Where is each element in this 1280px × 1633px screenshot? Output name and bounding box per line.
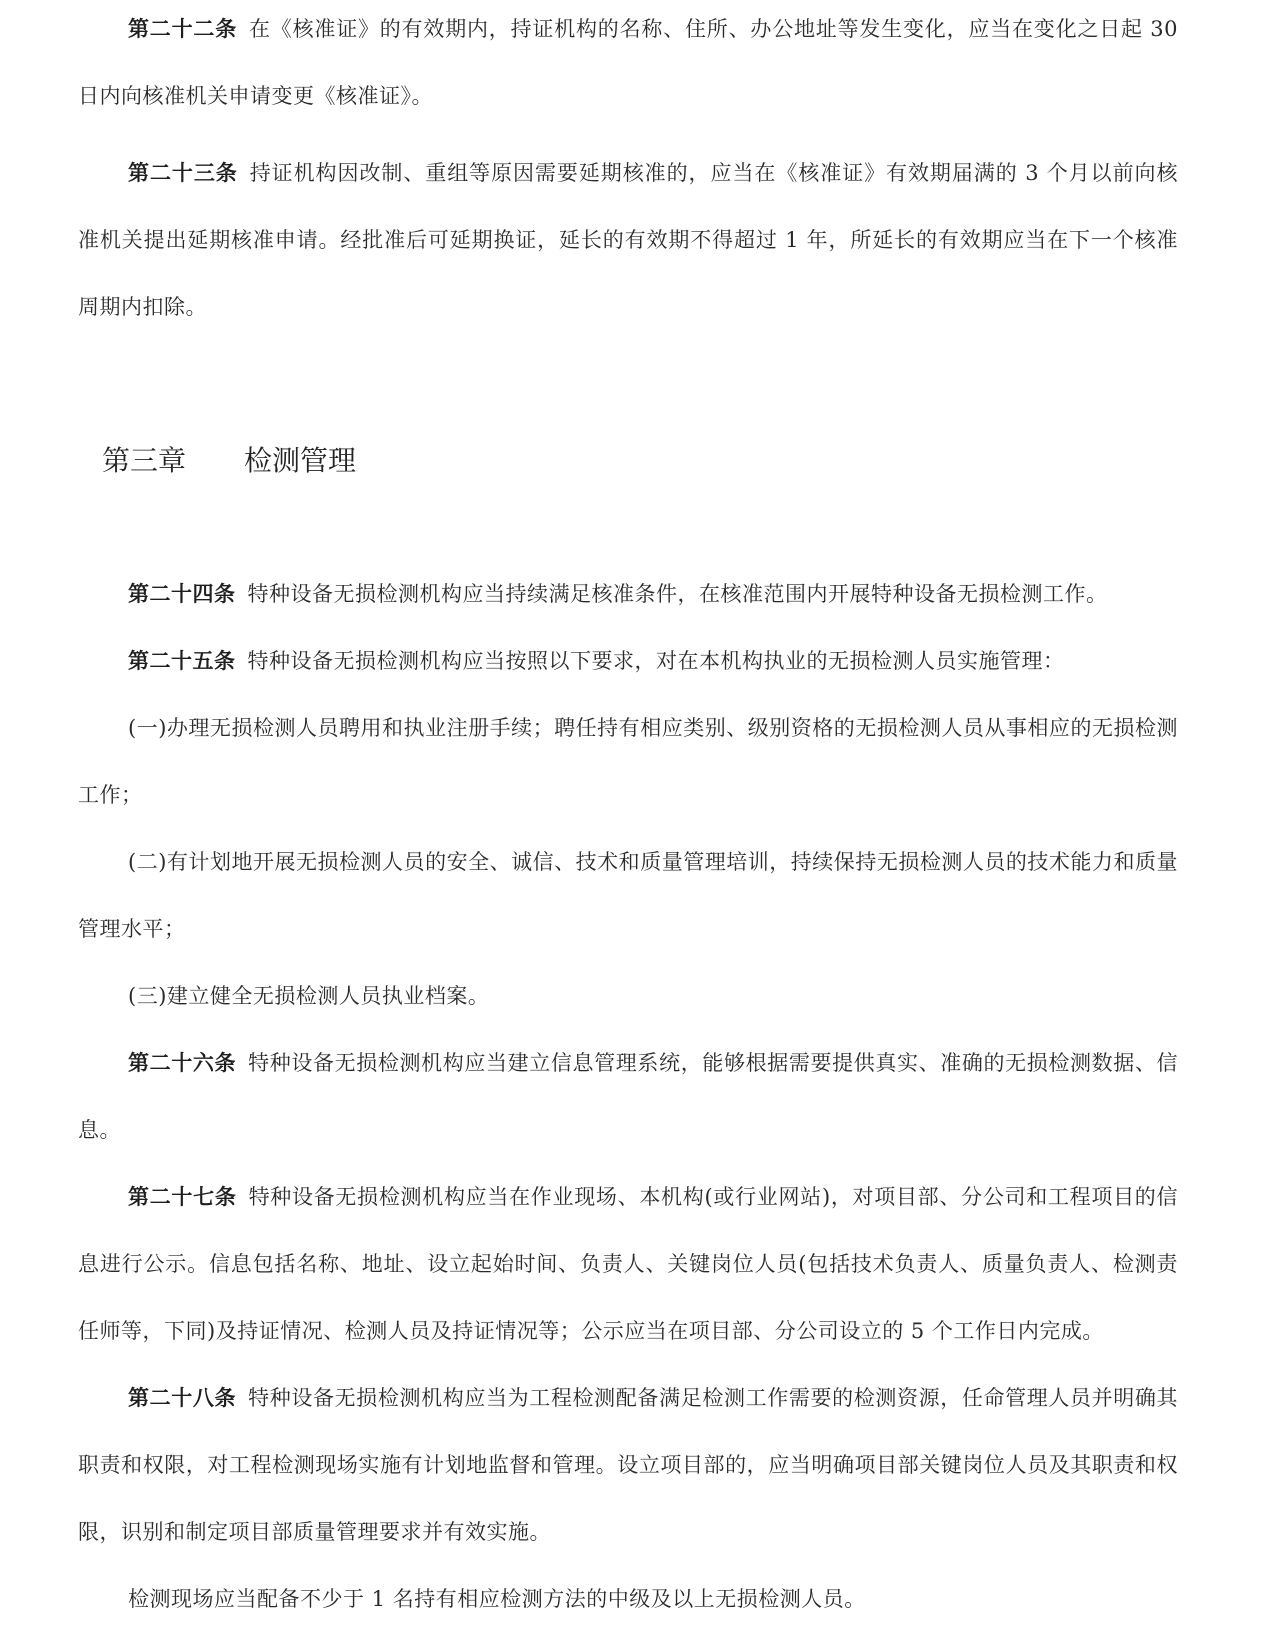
article-number: 第二十四条 xyxy=(128,582,236,606)
article-28-extra: 检测现场应当配备不少于 1 名持有相应检测方法的中级及以上无损检测人员。 xyxy=(128,1587,866,1611)
chapter-number: 第三章 xyxy=(102,444,187,477)
article-number: 第二十二条 xyxy=(128,17,237,41)
article-number: 第二十七条 xyxy=(128,1185,237,1209)
article-25 xyxy=(78,628,1178,695)
article-27 xyxy=(78,1164,1178,1365)
article-text: 特种设备无损检测机构应当持续满足核准条件，在核准范围内开展特种设备无损检测工作。 xyxy=(247,582,1108,606)
chapter-heading xyxy=(78,431,1178,491)
article-text: 特种设备无损检测机构应当在作业现场、本机构(或行业网站)，对项目部、分公司和工程项目的信息进行公示。信息包括名称、地址、设立起始时间、负责人、关键岗位人员(包括技术负责人、质量负责人、检测责任师等，下同)及持证情况、检测人员及持证情况等；公示应当在项目部、分公司设立的 5 个工作日内完成。 xyxy=(78,1185,1179,1343)
list-item: (一)办理无损检测人员聘用和执业注册手续；聘任持有相应类别、级别资格的无损检测人员从事相应的无损检测工作； xyxy=(78,716,1178,807)
article-26 xyxy=(78,1030,1178,1164)
article-number: 第二十三条 xyxy=(128,161,238,185)
document-page xyxy=(78,0,1178,1633)
article-22 xyxy=(78,0,1178,130)
article-text: 特种设备无损检测机构应当按照以下要求，对在本机构执业的无损检测人员实施管理： xyxy=(247,649,1065,673)
article-number: 第二十五条 xyxy=(128,649,236,673)
article-23 xyxy=(78,140,1178,341)
list-item: (二)有计划地开展无损检测人员的安全、诚信、技术和质量管理培训，持续保持无损检测人员的技术能力和质量管理水平； xyxy=(78,850,1178,941)
article-text: 持证机构因改制、重组等原因需要延期核准的，应当在《核准证》有效期届满的 3 个月以前向核准机关提出延期核准申请。经批准后可延期换证，延长的有效期不得超过 1 年，所延长的有效期应当在下一个核准周期内扣除。 xyxy=(78,161,1178,319)
list-item: (三)建立健全无损检测人员执业档案。 xyxy=(128,984,490,1008)
article-number: 第二十八条 xyxy=(128,1386,237,1410)
article-text: 特种设备无损检测机构应当为工程检测配备满足检测工作需要的检测资源，任命管理人员并明确其职责和权限，对工程检测现场实施有计划地监督和管理。设立项目部的，应当明确项目部关键岗位人员及其职责和权限，识别和制定项目部质量管理要求并有效实施。 xyxy=(78,1386,1178,1544)
article-text: 特种设备无损检测机构应当建立信息管理系统，能够根据需要提供真实、准确的无损检测数据、信息。 xyxy=(78,1051,1178,1142)
article-24 xyxy=(78,561,1178,628)
chapter-title: 检测管理 xyxy=(244,444,357,477)
article-number: 第二十六条 xyxy=(128,1051,237,1075)
article-text: 在《核准证》的有效期内，持证机构的名称、住所、办公地址等发生变化，应当在变化之日起 30 日内向核准机关申请变更《核准证》。 xyxy=(78,17,1178,108)
article-28 xyxy=(78,1365,1178,1566)
